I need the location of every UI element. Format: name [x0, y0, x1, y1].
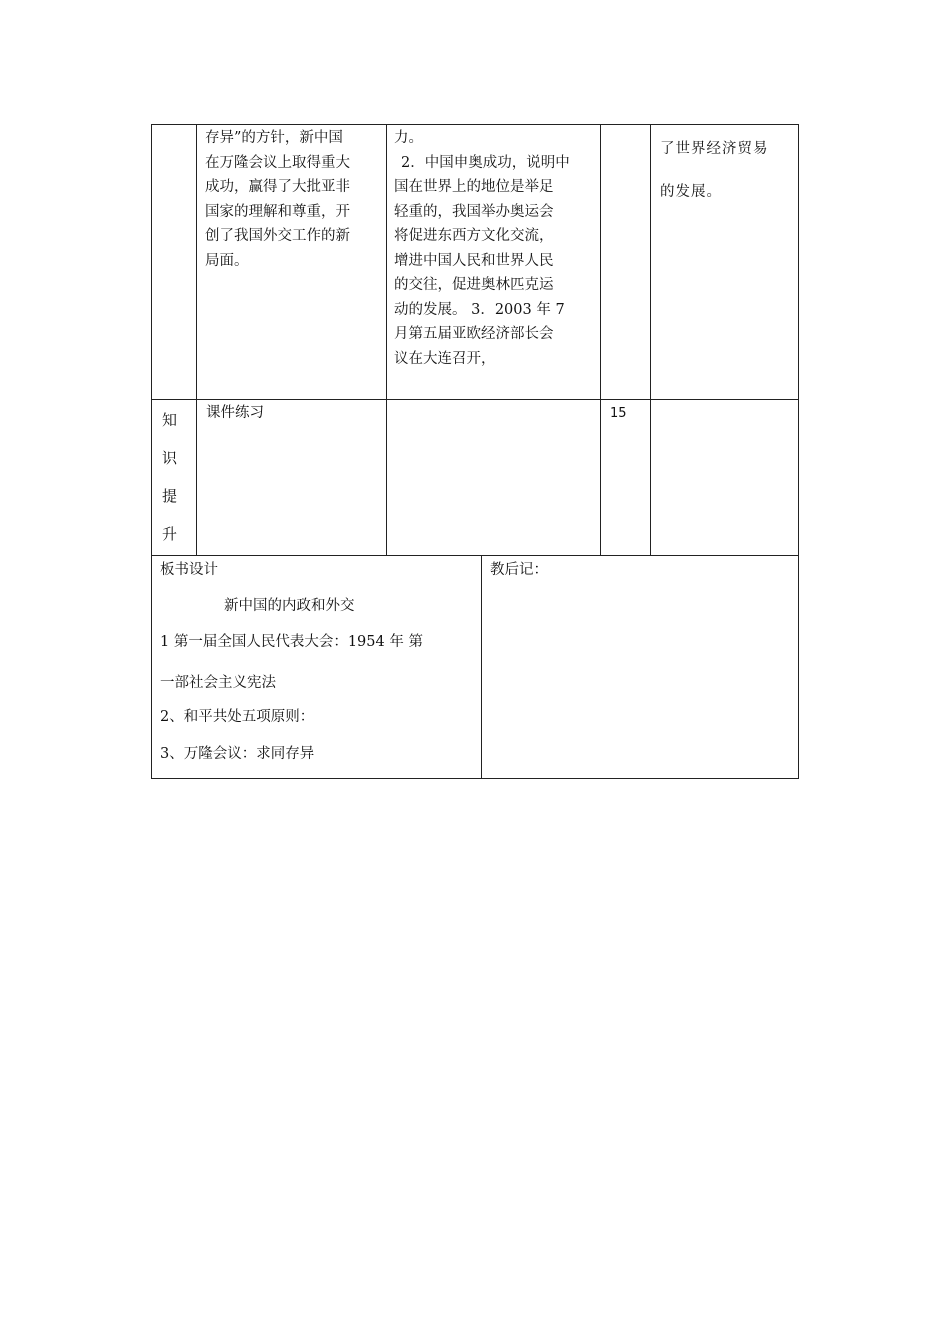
text-line: 的发展。: [660, 184, 722, 200]
reflection-title: 教后记：: [490, 562, 548, 578]
board-item: 2、和平共处五项原则：: [160, 709, 315, 725]
row2-activity-cell: [206, 401, 382, 426]
text-line: 增进中国人民和世界人民: [394, 252, 554, 269]
board-item: 一部社会主义宪法: [160, 674, 276, 691]
text-line: 动的发展。 3．2003 年 7: [394, 301, 565, 318]
table-border-bottom: [151, 778, 799, 779]
lesson-table: [151, 124, 799, 779]
text-line: 成功，赢得了大批亚非: [205, 179, 350, 195]
column-divider: [386, 124, 387, 556]
board-heading: 新中国的内政和外交: [224, 597, 355, 614]
column-divider: [650, 124, 651, 556]
text-line: 力。: [394, 130, 423, 146]
row1-student-activity-cell: [394, 126, 598, 371]
row1-content-cell: [205, 126, 381, 273]
row2-minutes-cell: [610, 402, 648, 427]
board-item: 3、万隆会议：求同存异: [160, 745, 315, 762]
text-line: 局面。: [205, 252, 249, 269]
label-char: 提: [162, 487, 178, 505]
column-divider: [196, 124, 197, 556]
text-line: 月第五届亚欧经济部长会: [394, 326, 554, 342]
label-char: 识: [162, 449, 178, 467]
table-border-right: [798, 124, 799, 779]
column-divider: [600, 124, 601, 556]
text-line: 轻重的，我国举办奥运会: [394, 203, 554, 220]
column-divider: [481, 555, 482, 779]
table-row-divider: [151, 399, 799, 400]
reflection-cell: [490, 558, 790, 583]
text-line: 2．中国申奥成功，说明中: [401, 154, 570, 171]
activity-text: 课件练习: [206, 405, 264, 421]
label-char: 知: [162, 411, 178, 429]
text-line: 国在世界上的地位是举足: [394, 179, 554, 195]
text-line: 了世界经济贸易: [660, 141, 769, 157]
table-border-top: [151, 124, 799, 125]
board-design-cell: [160, 558, 478, 766]
text-line: 将促进东西方文化交流，: [394, 228, 554, 244]
board-item: 1 第一届全国人民代表大会：1954 年 第: [160, 634, 423, 650]
table-row-divider: [151, 555, 799, 556]
table-border-left: [151, 124, 152, 779]
text-line: 国家的理解和尊重，开: [205, 203, 350, 220]
row1-notes-cell: [660, 128, 796, 214]
label-char: 升: [162, 525, 178, 543]
text-line: 的交往，促进奥林匹克运: [394, 277, 554, 293]
board-title: 板书设计: [160, 562, 218, 578]
text-line: 议在大连召开，: [394, 350, 496, 367]
section-label-knowledge-improvement: [162, 401, 188, 553]
minutes-value: 15: [610, 406, 627, 421]
text-line: 创了我国外交工作的新: [205, 228, 350, 244]
text-line: 在万隆会议上取得重大: [205, 154, 350, 171]
text-line: 存异”的方针，新中国: [205, 130, 343, 146]
